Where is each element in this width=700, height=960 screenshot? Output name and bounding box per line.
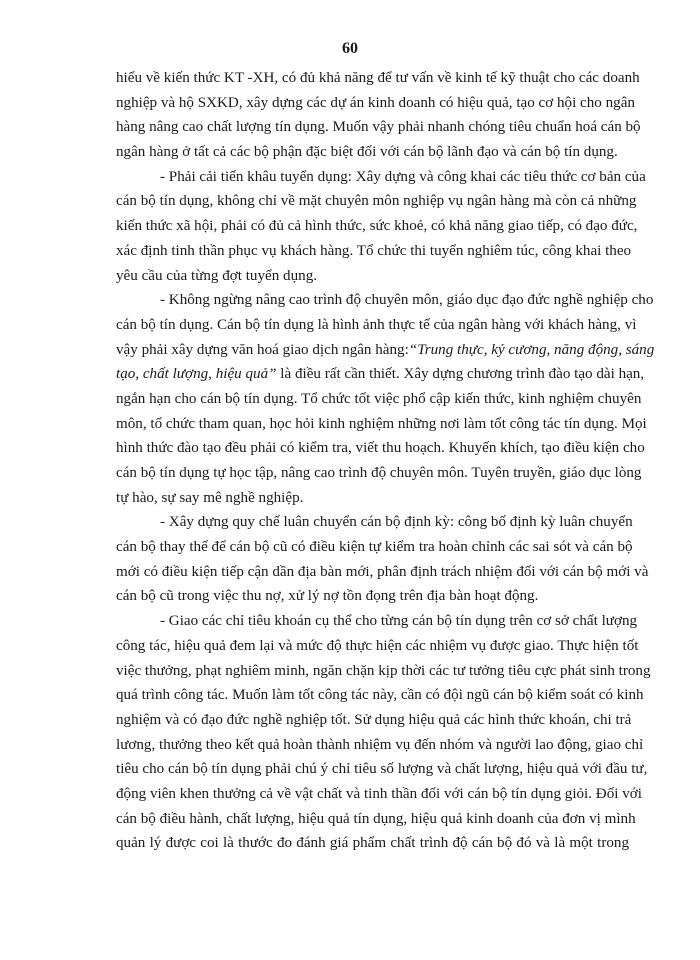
text-line: nghiệp và hộ SXKD, xây dựng các dự án kinh doanh có hiệu quả, tạo cơ hội cho ngân — [116, 94, 635, 111]
text-line: cán bộ tín dụng. Cán bộ tín dụng là hình ảnh thực tế của ngân hàng với khách hàng, vì — [116, 316, 637, 333]
page-body — [116, 66, 655, 856]
text-line: lương, thưởng theo kết quả hoàn thành nhiệm vụ đến nhóm và người lao động, giao chỉ — [116, 736, 644, 753]
text-line: môn, tổ chức tham quan, học hỏi kinh nghiệm những nơi làm tốt công tác tín dụng. Mọi — [116, 415, 647, 432]
text-line: hiểu về kiến thức KT -XH, có đủ khả năng để tư vấn về kinh tế kỹ thuật cho các doanh — [116, 70, 640, 86]
text-line: cán bộ điều hành, chất lượng, hiệu quả tín dụng, hiệu quả kinh doanh của đơn vị mình — [116, 810, 636, 827]
text-segment: là điều rất cần thiết. Xây dựng chương trình đào tạo dài hạn, — [276, 366, 645, 383]
text-line: ngắn hạn cho cán bộ tín dụng. Tổ chức tốt việc phổ cập kiến thức, kinh nghiệm chuyên — [116, 390, 642, 407]
paragraph-training — [116, 288, 655, 510]
text-segment: vậy phải xây dựng văn hoá giao dịch ngân hàng: — [116, 341, 409, 358]
text-line: mới có điều kiện tiếp cận dần địa bàn mới, phân định trách nhiệm đối với cán bộ mới và — [116, 563, 649, 580]
paragraph-targets — [116, 609, 651, 856]
paragraph-rotation — [116, 510, 649, 609]
text-line: hình thức đào tạo đều phải có kiểm tra, viết thu hoạch. Khuyến khích, tạo điều kiện cho — [116, 440, 645, 457]
text-line: hàng nâng cao chất lượng tín dụng. Muốn vậy phải nhanh chóng tiêu chuẩn hoá cán bộ — [116, 119, 641, 136]
text-line: cán bộ thay thế để cán bộ cũ có điều kiện tự kiểm tra hoàn chỉnh các sai sót và cán bộ — [116, 539, 633, 556]
text-line: - Giao các chỉ tiêu khoán cụ thể cho từng cán bộ tín dụng trên cơ sở chất lượng — [160, 613, 638, 630]
text-line: cán bộ tín dụng, không chỉ về mặt chuyên môn nghiệp vụ ngân hàng mà còn cả những — [116, 193, 637, 210]
text-line: - Xây dựng quy chế luân chuyển cán bộ định kỳ: công bố định kỳ luân chuyển — [160, 514, 633, 531]
text-line: kiến thức xã hội, phải có đủ cả hình thức, sức khoẻ, có khả năng giao tiếp, có đạo đức, — [116, 218, 638, 235]
italic-quote: tạo, chất lượng, hiệu quả” — [116, 366, 277, 383]
text-line: việc thưởng, phạt nghiêm minh, ngăn chặn kịp thời các tư tưởng tiêu cực phát sinh trong — [116, 662, 651, 679]
text-line: nghiệm và có đạo đức nghề nghiệp tốt. Sử dụng hiệu quả các hình thức khoán, chi trả — [116, 711, 632, 728]
text-line: xác định tinh thần phục vụ khách hàng. Tổ chức thi tuyển nghiêm túc, công khai theo — [116, 242, 632, 259]
text-line: - Phải cải tiến khâu tuyển dụng: Xây dựng và công khai các tiêu thức cơ bản của — [160, 168, 646, 185]
text-line: yêu cầu của từng đợt tuyển dụng. — [116, 267, 318, 284]
text-line: ngân hàng ở tất cả các bộ phận đặc biệt đối với cán bộ lãnh đạo và cán bộ tín dụng. — [116, 144, 618, 161]
paragraph-1 — [116, 66, 641, 165]
text-line: động viên khen thưởng cả về vật chất và tinh thần đối với cán bộ tín dụng giỏi. Đối với — [116, 785, 642, 802]
text-line: tiêu cho cán bộ tín dụng phải chú ý chỉ tiêu số lượng và chất lượng, hiệu quả với đầu tư, — [116, 761, 648, 778]
text-line: tự hào, sự say mê nghề nghiệp. — [116, 489, 304, 506]
text-line: công tác, hiệu quả đem lại và mức độ thực hiện các nhiệm vụ được giao. Thực hiện tốt — [116, 637, 639, 654]
text-line: - Không ngừng nâng cao trình độ chuyên môn, giáo dục đạo đức nghề nghiệp cho — [160, 292, 654, 309]
paragraph-recruitment — [116, 165, 646, 288]
text-line: cán bộ tín dụng tự học tập, nâng cao trình độ chuyên môn. Tuyên truyền, giáo dục lòng — [116, 465, 642, 481]
text-line: quá trình công tác. Muốn làm tốt công tác này, cần có đội ngũ cán bộ kiểm soát có kinh — [116, 687, 644, 704]
text-line-mixed — [116, 338, 655, 363]
text-line: quản lý được coi là thước đo đánh giá phẩm chất trình độ cán bộ đó và là một trong — [116, 835, 629, 852]
italic-quote: “Trung thực, kỷ cương, năng động, sáng — [408, 341, 655, 358]
text-line-mixed — [116, 362, 645, 387]
page-number: 60 — [342, 40, 358, 57]
text-line: cán bộ cũ trong việc thu nợ, xử lý nợ tồn đọng trên địa bàn hoạt động. — [116, 588, 539, 605]
